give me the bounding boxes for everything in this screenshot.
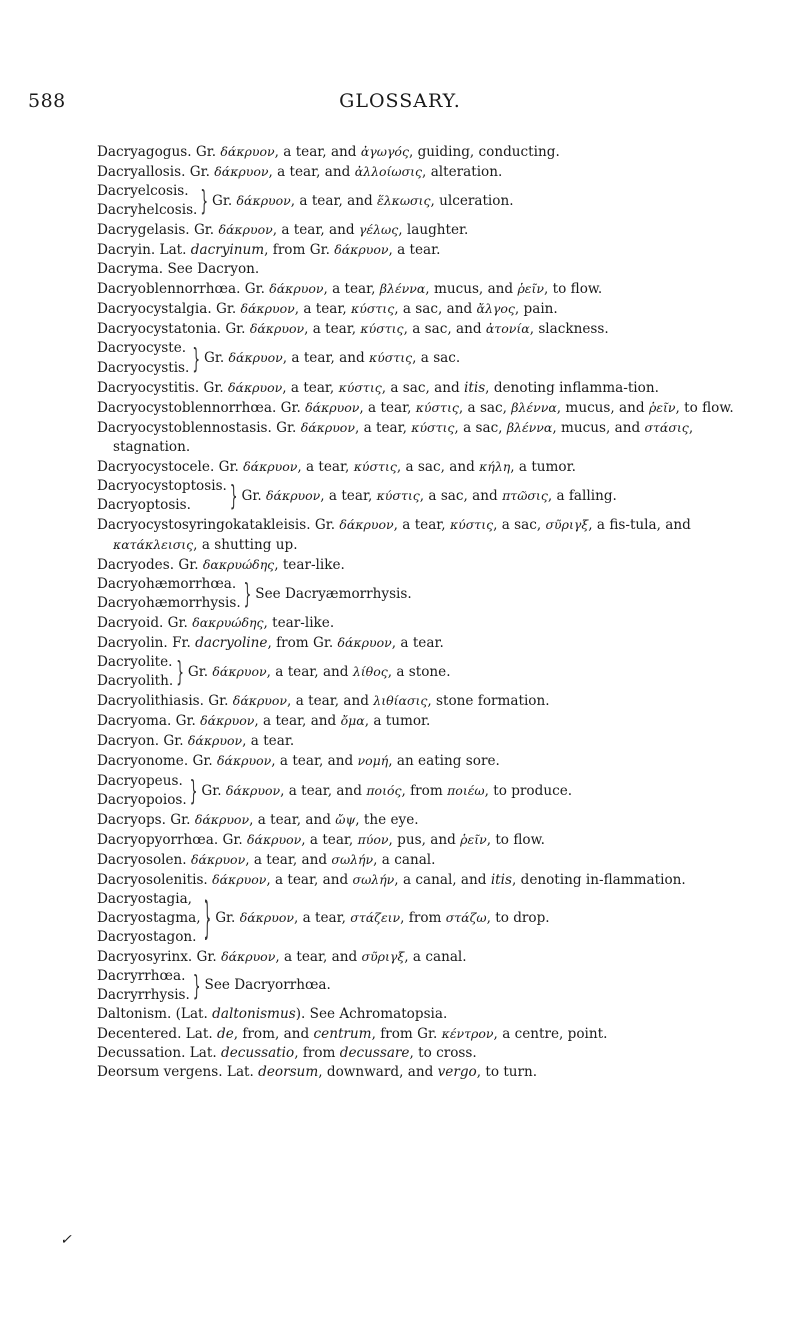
brace-icon: } bbox=[203, 893, 212, 944]
glossary-entry: Dacryin. Lat. dacryinum, from Gr. δάκρυον, a tear. bbox=[97, 242, 441, 259]
headword: Dacryocystatonia. bbox=[97, 321, 221, 338]
glossary-entry: Daltonism. (Lat. daltonismus). See Achromatopsia. bbox=[97, 1006, 448, 1023]
page-header bbox=[28, 90, 772, 120]
headword: Dacryolith. bbox=[97, 673, 174, 690]
headword: Dacryocystoptosis. bbox=[97, 477, 227, 494]
headword: Dacryodes. bbox=[97, 556, 175, 573]
glossary-entries bbox=[97, 142, 757, 1082]
glossary-entry: Dacryonome. Gr. δάκρυον, a tear, and νομή, an eating sore. bbox=[97, 753, 500, 770]
glossary-entry: Dacryolithiasis. Gr. δάκρυον, a tear, and λιθίασις, stone formation. bbox=[97, 693, 550, 710]
headword: Dacryocystis. bbox=[97, 359, 190, 376]
headword: Dacryon. bbox=[97, 733, 160, 750]
glossary-entry: Dacryolin. Fr. dacryoline, from Gr. δάκρυον, a tear. bbox=[97, 635, 444, 652]
headword: Dacryrrhœa. bbox=[97, 967, 186, 984]
glossary-entry: Dacryoblennorrhœa. Gr. δάκρυον, a tear, βλέννα, mucus, and ῥεῖν, to flow. bbox=[97, 281, 603, 298]
glossary-entry: Dacryosyrinx. Gr. δάκρυον, a tear, and σῦριγξ, a canal. bbox=[97, 948, 467, 965]
brace-icon: } bbox=[192, 969, 201, 1003]
glossary-entry: Dacryopyorrhœa. Gr. δάκρυον, a tear, πύον, pus, and ῥεῖν, to flow. bbox=[97, 831, 545, 848]
glossary-entry: Dacryodes. Gr. δακρυώδης, tear-like. bbox=[97, 556, 345, 573]
headword: Dacryagogus. bbox=[97, 144, 192, 160]
glossary-entry: Dacryocystalgia. Gr. δάκρυον, a tear, κύστις, a sac, and ἄλγος, pain. bbox=[97, 301, 558, 318]
headword: Dacryolin. bbox=[97, 635, 168, 652]
headword: Decentered. bbox=[97, 1026, 182, 1043]
glossary-entry: Dacryosolen. δάκρυον, a tear, and σωλήν, a canal. bbox=[97, 851, 436, 868]
brace-icon: } bbox=[192, 342, 200, 375]
headword: Dacryelcosis. bbox=[97, 183, 189, 200]
glossary-entry: Dacryocystocele. Gr. δάκρυον, a tear, κύστις, a sac, and κήλη, a tumor. bbox=[97, 458, 576, 475]
headword: Dacryolithiasis. bbox=[97, 693, 204, 710]
headword: Dacryocystalgia. bbox=[97, 301, 212, 318]
headword: Dacrygelasis. bbox=[97, 222, 190, 239]
page-number: 588 bbox=[28, 90, 66, 112]
headword: Dacryostagia, bbox=[97, 890, 192, 907]
headword: Dacryopoios. bbox=[97, 791, 187, 808]
headword: Dacryocyste. bbox=[97, 340, 187, 357]
headword: Dacryrrhysis. bbox=[97, 987, 190, 1004]
headword: Dacryosyrinx. bbox=[97, 948, 193, 965]
glossary-entry-group: Dacryopeus. Dacryopoios. } Gr. δάκρυον, a tear, and ποιός, from ποιέω, to produce. bbox=[97, 772, 757, 810]
headword: Dacryonome. bbox=[97, 753, 189, 770]
headword: Decussation. bbox=[97, 1045, 186, 1062]
headword: Dacryhelcosis. bbox=[97, 202, 198, 219]
brace-icon: } bbox=[200, 185, 209, 218]
glossary-entry: Deorsum vergens. Lat. deorsum, downward, and vergo, to turn. bbox=[97, 1064, 538, 1081]
headword: Dacryostagon. bbox=[97, 928, 197, 945]
glossary-entry-group: Dacryostagia, Dacryostagma, Dacryostagon. } Gr. δάκρυον, a tear, στάζειν, from στάζω, to drop. bbox=[97, 890, 757, 947]
headword: Dacryohæmorrhysis. bbox=[97, 595, 241, 612]
glossary-entry-group: Dacryocyste. Dacryocystis. } Gr. δάκρυον, a tear, and κύστις, a sac. bbox=[97, 339, 757, 377]
glossary-entry: Dacryma. See Dacryon. bbox=[97, 261, 260, 278]
glossary-entry: Dacryoid. Gr. δακρυώδης, tear-like. bbox=[97, 615, 335, 632]
headword: Dacryocystosyringokatakleisis. bbox=[97, 516, 311, 533]
brace-icon: } bbox=[189, 774, 198, 807]
glossary-entry: Dacryoma. Gr. δάκρυον, a tear, and ὄμα, a tumor. bbox=[97, 713, 431, 730]
glossary-entry: Dacryagogus. Gr. δάκρυον, a tear, and ἀγωγός, guiding, conducting. bbox=[97, 144, 560, 160]
headword: Dacryolite. bbox=[97, 654, 173, 671]
headword: Dacryocystocele. bbox=[97, 458, 215, 475]
glossary-entry-group: Dacryrrhœa. Dacryrrhysis. } See Dacryorrhœa. bbox=[97, 967, 757, 1005]
brace-icon: } bbox=[176, 656, 184, 689]
headword: Deorsum vergens. bbox=[97, 1064, 223, 1081]
glossary-entry: Decussation. Lat. decussatio, from decussare, to cross. bbox=[97, 1045, 477, 1062]
glossary-entry: Dacryon. Gr. δάκρυον, a tear. bbox=[97, 733, 295, 750]
headword: Dacryallosis. bbox=[97, 164, 186, 181]
headword: Dacryohæmorrhœa. bbox=[97, 576, 237, 593]
headword: Dacryoptosis. bbox=[97, 496, 191, 513]
glossary-entry: Dacryocystoblennostasis. Gr. δάκρυον, a tear, κύστις, a sac, βλέννα, mucus, and στάσις, stagnation. bbox=[97, 419, 694, 455]
headword: Dacryocystoblennostasis. bbox=[97, 419, 272, 436]
glossary-entry: Dacryocystitis. Gr. δάκρυον, a tear, κύστις, a sac, and itis, denoting inflamma-tion. bbox=[97, 379, 659, 396]
headword: Dacryosolen. bbox=[97, 851, 187, 868]
headword: Dacryoma. bbox=[97, 713, 172, 730]
headword: Dacryopeus. bbox=[97, 772, 183, 789]
running-head: GLOSSARY. bbox=[339, 90, 461, 112]
margin-check-mark: ✓ bbox=[60, 1232, 72, 1248]
glossary-entry: Dacryocystatonia. Gr. δάκρυον, a tear, κύστις, a sac, and ἀτονία, slackness. bbox=[97, 321, 609, 338]
glossary-entry: Decentered. Lat. de, from, and centrum, from Gr. κέντρον, a centre, point. bbox=[97, 1026, 608, 1043]
brace-icon: } bbox=[229, 479, 238, 512]
headword: Dacryopyorrhœa. bbox=[97, 831, 219, 848]
headword: Dacryostagma, bbox=[97, 909, 201, 926]
headword: Dacryoblennorrhœa. bbox=[97, 281, 241, 298]
headword: Dacryops. bbox=[97, 811, 166, 828]
glossary-entry-group: Dacryelcosis. Dacryhelcosis. } Gr. δάκρυον, a tear, and ἕλκωσις, ulceration. bbox=[97, 182, 757, 220]
glossary-entry: Dacryocystoblennorrhœa. Gr. δάκρυον, a tear, κύστις, a sac, βλέννα, mucus, and ῥεῖν, to flow. bbox=[97, 399, 734, 416]
glossary-entry: Dacrygelasis. Gr. δάκρυον, a tear, and γέλως, laughter. bbox=[97, 222, 469, 239]
headword: Dacryocystitis. bbox=[97, 379, 200, 396]
headword: Daltonism. bbox=[97, 1006, 172, 1023]
glossary-entry: Dacryosolenitis. δάκρυον, a tear, and σωλήν, a canal, and itis, denoting in-flammation. bbox=[97, 871, 686, 888]
headword: Dacryin. bbox=[97, 242, 156, 259]
headword: Dacryma. bbox=[97, 261, 164, 278]
glossary-entry: Dacryocystosyringokatakleisis. Gr. δάκρυον, a tear, κύστις, a sac, σῦριγξ, a fis-tula, and κατάκλεισις, a shutting up. bbox=[97, 516, 691, 553]
glossary-entry-group: Dacryocystoptosis. Dacryoptosis. } Gr. δάκρυον, a tear, κύστις, a sac, and πτῶσις, a falling. bbox=[97, 477, 757, 515]
headword: Dacryoid. bbox=[97, 615, 164, 632]
headword: Dacryocystoblennorrhœa. bbox=[97, 399, 277, 416]
headword: Dacryosolenitis. bbox=[97, 871, 208, 888]
brace-icon: } bbox=[243, 577, 252, 611]
glossary-entry: Dacryallosis. Gr. δάκρυον, a tear, and ἀλλοίωσις, alteration. bbox=[97, 164, 503, 181]
glossary-entry: Dacryops. Gr. δάκρυον, a tear, and ὤψ, the eye. bbox=[97, 811, 419, 828]
glossary-entry-group: Dacryohæmorrhœa. Dacryohæmorrhysis. } See Dacryæmorrhysis. bbox=[97, 575, 757, 613]
glossary-entry-group: Dacryolite. Dacryolith. } Gr. δάκρυον, a tear, and λίθος, a stone. bbox=[97, 653, 757, 691]
